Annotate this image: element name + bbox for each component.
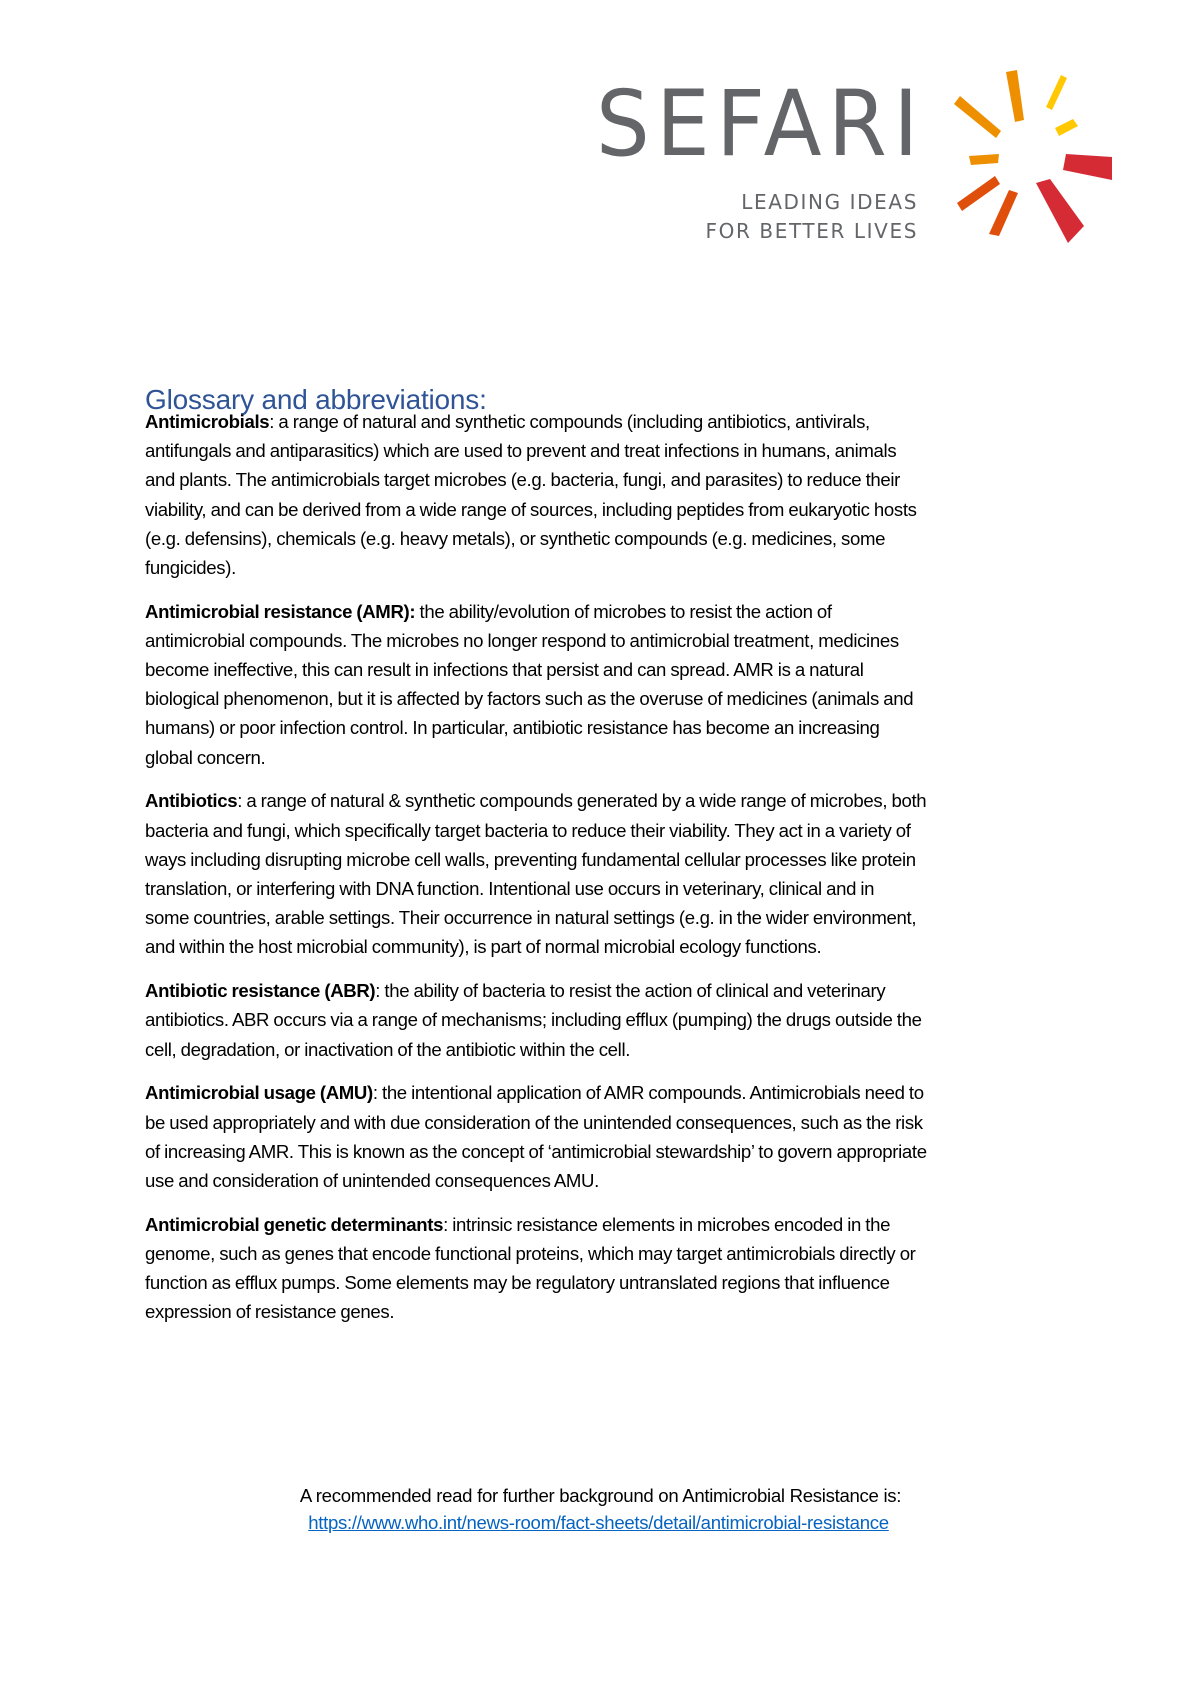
recommended-reading-text: A recommended read for further background on Antimicrobial Resistance is: (299, 1485, 902, 1506)
glossary-term: Antimicrobial usage (AMU) (145, 1082, 373, 1104)
glossary-entry-genetic-determinants: Antimicrobial genetic determinants: intrinsic resistance elements in microbes encoded in the genome, such as genes that encode functional proteins, which may target antimicrobials directly or function as efflux pumps. Some elements may be regulatory untranslated regions that influence expression of resistance genes. (145, 1213, 916, 1323)
sefari-logo (0, 0, 1191, 260)
glossary-entry-amu: Antimicrobial usage (AMU): the intentional application of AMR compounds. Antimicrobials need to be used appropriately and with due consideration of the unintended consequences, such as the risk of increasing AMR. This is known as the concept of ‘antimicrobial stewardship’ to govern appropriate use and consideration of unintended consequences AMU. (145, 1082, 927, 1191)
glossary-term: Antibiotics (145, 790, 238, 812)
glossary-term: Antimicrobial resistance (AMR): (145, 600, 416, 622)
logo-tagline-line1: LEADING IDEAS (741, 190, 918, 214)
recommended-reading (0, 1482, 1191, 1536)
glossary-definition: the ability/evolution of microbes to resist the action of (415, 600, 832, 622)
glossary-entry-antimicrobials: Antimicrobials: a range of natural and synthetic compounds (including antibiotics, antivirals, antifungals and antiparasitics) which are used to prevent and treat infections in humans, animals and plants. The antimicrobials target microbes (e.g. bacteria, fungi, and parasites) to reduce their viability, and can be derived from a wide range of sources, including peptides from eukaryotic hosts (e.g. defensins), chemicals (e.g. heavy metals), or synthetic compounds (e.g. medicines, some fungicides). (145, 411, 917, 578)
who-fact-sheet-link[interactable]: https://www.who.int/news-room/fact-sheets/detail/antimicrobial-resistance (308, 1512, 889, 1533)
glossary-definition: intrinsic resistance elements in microbes encoded in the (447, 1213, 891, 1235)
sunburst-icon (0, 0, 1191, 260)
glossary-definition: the ability of bacteria to resist the action of clinical and veterinary (380, 980, 886, 1002)
glossary-definition: a range of natural and synthetic compounds (including antibiotics, antivirals, (274, 411, 870, 432)
logo-tagline-line2: FOR BETTER LIVES (705, 219, 918, 243)
glossary-definition: a range of natural & synthetic compounds generated by a wide range of microbes, both (242, 790, 927, 812)
glossary-term: Antibiotic resistance (ABR) (145, 980, 376, 1002)
page-title: Glossary and abbreviations: (145, 383, 487, 415)
glossary-entry-abr: Antibiotic resistance (ABR): the ability of bacteria to resist the action of clinical and veterinary antibiotics. ABR occurs via a range of mechanisms; including efflux (pumping) the drugs outside the cell, degradation, or inactivation of the antibiotic within the cell. (145, 980, 922, 1060)
glossary-entry-amr: Antimicrobial resistance (AMR): the ability/evolution of microbes to resist the action of antimicrobial compounds. The microbes no longer respond to antimicrobial treatment, medicines become ineffective, this can result in infections that persist and can spread. AMR is a natural biological phenomenon, but it is affected by factors such as the overuse of medicines (animals and humans) or poor infection control. In particular, antibiotic resistance has become an increasing global concern. (145, 600, 914, 768)
glossary-entry-antibiotics: Antibiotics: a range of natural & synthetic compounds generated by a wide range of microbes, both bacteria and fungi, which specifically target bacteria to reduce their viability. They act in a variety of ways including disrupting microbe cell walls, preventing fundamental cellular processes like protein translation, or interfering with DNA function. Intentional use occurs in veterinary, clinical and in some countries, arable settings. Their occurrence in natural settings (e.g. in the wider environment, and within the host microbial community), is part of normal microbial ecology functions. (145, 790, 927, 958)
logo-wordmark: SEFARI (596, 72, 925, 177)
glossary-term: Antimicrobial genetic determinants (145, 1213, 444, 1235)
glossary-term: Antimicrobials (145, 411, 270, 432)
glossary-list (145, 407, 1065, 1341)
glossary-definition: the intentional application of AMR compounds. Antimicrobials need to (377, 1082, 924, 1104)
